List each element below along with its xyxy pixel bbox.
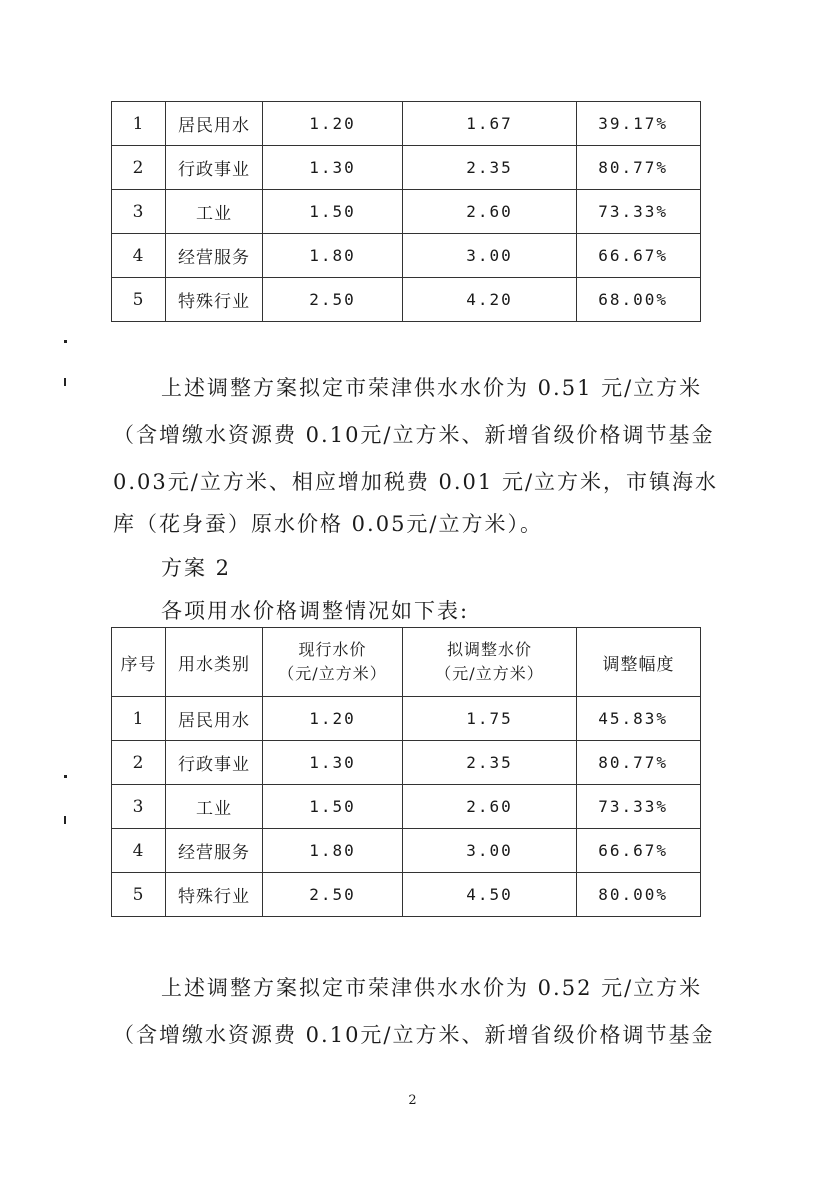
table-header-row (112, 628, 701, 697)
header-current (263, 628, 403, 697)
cell-no: 3 (112, 190, 166, 234)
price-table-plan-2 (111, 627, 701, 917)
cell-type: 居民用水 (166, 697, 263, 741)
cell-proposed-price: 3.00 (403, 234, 577, 278)
cell-current-price: 1.50 (263, 190, 403, 234)
cell-change: 80.77% (577, 146, 701, 190)
plan-2-intro: 各项用水价格调整情况如下表: (161, 599, 470, 623)
cell-current-price: 1.50 (263, 785, 403, 829)
cell-current-price: 1.20 (263, 697, 403, 741)
cell-type: 特殊行业 (166, 873, 263, 917)
cell-current-price: 2.50 (263, 873, 403, 917)
table-row (112, 697, 701, 741)
header-change: 调整幅度 (577, 628, 701, 697)
cell-proposed-price: 2.35 (403, 146, 577, 190)
table-row (112, 234, 701, 278)
header-type: 用水类别 (166, 628, 263, 697)
cell-current-price: 1.80 (263, 234, 403, 278)
cell-no: 5 (112, 873, 166, 917)
header-current-line-1: 现行水价 (298, 640, 367, 659)
cell-proposed-price: 2.60 (403, 785, 577, 829)
cell-current-price: 2.50 (263, 278, 403, 322)
paragraph-1-line-2: （含增缴水资源费 0.10元/立方米、新增省级价格调节基金 (113, 423, 715, 447)
cell-proposed-price: 3.00 (403, 829, 577, 873)
cell-no: 1 (112, 697, 166, 741)
cell-type: 居民用水 (166, 102, 263, 146)
cell-no: 4 (112, 829, 166, 873)
header-proposed-line-2: （元/立方米） (435, 664, 544, 683)
scan-mark (64, 816, 66, 824)
table-row (112, 278, 701, 322)
cell-change: 80.77% (577, 741, 701, 785)
cell-no: 5 (112, 278, 166, 322)
paragraph-1-line-3: 0.03元/立方米、相应增加税费 0.01 元/立方米，市镇海水 (113, 470, 719, 494)
cell-change: 66.67% (577, 234, 701, 278)
cell-no: 4 (112, 234, 166, 278)
scan-mark (64, 378, 66, 386)
paragraph-1-line-1: 上述调整方案拟定市荣津供水水价为 0.51 元/立方米 (161, 376, 703, 400)
cell-proposed-price: 4.20 (403, 278, 577, 322)
cell-proposed-price: 2.60 (403, 190, 577, 234)
cell-change: 73.33% (577, 785, 701, 829)
table-row (112, 146, 701, 190)
cell-change: 39.17% (577, 102, 701, 146)
cell-change: 45.83% (577, 697, 701, 741)
cell-no: 1 (112, 102, 166, 146)
cell-current-price: 1.20 (263, 102, 403, 146)
cell-change: 66.67% (577, 829, 701, 873)
header-no: 序号 (112, 628, 166, 697)
cell-type: 特殊行业 (166, 278, 263, 322)
cell-type: 经营服务 (166, 829, 263, 873)
cell-current-price: 1.30 (263, 146, 403, 190)
page-number: 2 (408, 1093, 417, 1108)
header-proposed-line-1: 拟调整水价 (446, 640, 532, 659)
cell-change: 68.00% (577, 278, 701, 322)
cell-no: 3 (112, 785, 166, 829)
header-proposed (403, 628, 577, 697)
cell-proposed-price: 1.67 (403, 102, 577, 146)
cell-current-price: 1.80 (263, 829, 403, 873)
scan-mark (64, 340, 67, 343)
cell-type: 工业 (166, 190, 263, 234)
cell-proposed-price: 4.50 (403, 873, 577, 917)
cell-proposed-price: 1.75 (403, 697, 577, 741)
table-row (112, 873, 701, 917)
scan-mark (64, 775, 67, 778)
paragraph-2-line-1: 上述调整方案拟定市荣津供水水价为 0.52 元/立方米 (161, 976, 703, 1000)
paragraph-1-line-4: 库（花身蚕）原水价格 0.05元/立方米）。 (113, 512, 544, 536)
table-row (112, 785, 701, 829)
table-row (112, 102, 701, 146)
cell-change: 73.33% (577, 190, 701, 234)
table-row (112, 190, 701, 234)
cell-type: 行政事业 (166, 146, 263, 190)
table-row (112, 741, 701, 785)
cell-current-price: 1.30 (263, 741, 403, 785)
cell-type: 工业 (166, 785, 263, 829)
plan-2-title: 方案 2 (161, 556, 232, 580)
cell-type: 经营服务 (166, 234, 263, 278)
header-current-line-2: （元/立方米） (278, 664, 387, 683)
price-table-plan-1 (111, 101, 701, 322)
paragraph-2-line-2: （含增缴水资源费 0.10元/立方米、新增省级价格调节基金 (113, 1023, 715, 1047)
table-row (112, 829, 701, 873)
cell-change: 80.00% (577, 873, 701, 917)
cell-no: 2 (112, 741, 166, 785)
cell-no: 2 (112, 146, 166, 190)
cell-type: 行政事业 (166, 741, 263, 785)
cell-proposed-price: 2.35 (403, 741, 577, 785)
